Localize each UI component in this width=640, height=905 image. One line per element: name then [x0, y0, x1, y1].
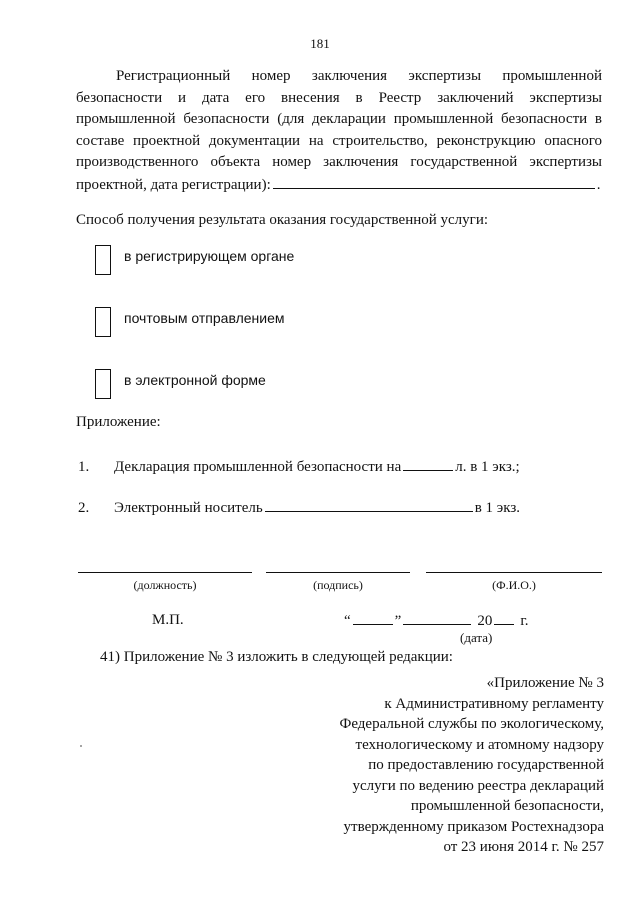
day-blank[interactable] — [353, 612, 393, 625]
appendix-line: от 23 июня 2014 г. № 257 — [443, 839, 604, 855]
registration-paragraph — [76, 66, 602, 196]
page-number: 181 — [310, 36, 330, 51]
list-number: 2. — [78, 500, 90, 516]
appendix-line: услуги по ведению реестра деклараций — [352, 777, 604, 794]
name-caption: (Ф.И.О.) — [492, 578, 536, 592]
option-mail[interactable] — [95, 307, 285, 337]
name-line[interactable] — [426, 572, 602, 573]
method-heading: Способ получения результата оказания государственной услуги: — [76, 212, 489, 228]
quote-close: ” — [394, 613, 402, 629]
date-caption: (дата) — [460, 630, 493, 645]
stamp-label: М.П. — [152, 612, 184, 628]
quote-open: “ — [344, 613, 351, 629]
appendix-heading: Приложение: — [76, 414, 161, 430]
appendix-item-media — [78, 499, 520, 517]
appendix-item-declaration — [78, 458, 520, 476]
appendix-line: утвержденному приказом Ростехнадзора — [343, 818, 604, 835]
option-label: в электронной форме — [124, 372, 266, 388]
amendment-instruction: 41) Приложение № 3 изложить в следующей редакции: — [100, 649, 453, 665]
list-suffix: л. в 1 экз.; — [455, 459, 520, 475]
appendix-line: технологическому и атомному надзору — [355, 736, 604, 753]
registration-blank[interactable] — [273, 174, 595, 189]
signature-caption: (подпись) — [313, 578, 363, 592]
list-number: 1. — [78, 459, 90, 475]
appendix-line: к Административному регламенту — [384, 695, 604, 712]
year-suffix: г. — [520, 613, 529, 629]
list-text: Электронный носитель — [114, 500, 263, 516]
pages-blank[interactable] — [403, 458, 453, 471]
option-registering-authority[interactable] — [95, 245, 294, 275]
scan-speck — [80, 745, 82, 747]
position-line[interactable] — [78, 572, 252, 573]
year-blank[interactable] — [494, 612, 514, 625]
option-label: в регистрирующем органе — [124, 248, 295, 264]
position-caption: (должность) — [133, 578, 197, 592]
option-electronic[interactable] — [95, 369, 266, 399]
registration-end: . — [596, 176, 601, 193]
registration-text: Регистрационный номер заключения экспертизы промышленной безопасности и дата его внесения в Реестр заключений экспертизы промышленной безопасности (для декларации промышленной безопасности в составе проектной документации на строительство, реконструкцию опасного производственного объекта номер заключения государственной экспертизы проектной, дата регистрации): — [76, 68, 602, 193]
appendix-line: промышленной безопасности, — [410, 798, 604, 814]
year-prefix: 20 — [477, 613, 493, 629]
month-blank[interactable] — [403, 612, 471, 625]
date-line — [344, 612, 529, 630]
appendix-line: по предоставлению государственной — [368, 757, 604, 773]
checkbox-mail[interactable] — [95, 307, 111, 337]
checkbox-registering-authority[interactable] — [95, 245, 111, 275]
signature-line[interactable] — [266, 572, 410, 573]
checkbox-electronic[interactable] — [95, 369, 111, 399]
media-blank[interactable] — [265, 499, 473, 512]
appendix-line: «Приложение № 3 — [486, 675, 604, 691]
list-suffix: в 1 экз. — [474, 500, 521, 516]
appendix-reference-block — [184, 673, 604, 858]
option-label: почтовым отправлением — [124, 310, 285, 326]
appendix-line: Федеральной службы по экологическому, — [339, 716, 604, 732]
list-text: Декларация промышленной безопасности на — [114, 459, 402, 475]
